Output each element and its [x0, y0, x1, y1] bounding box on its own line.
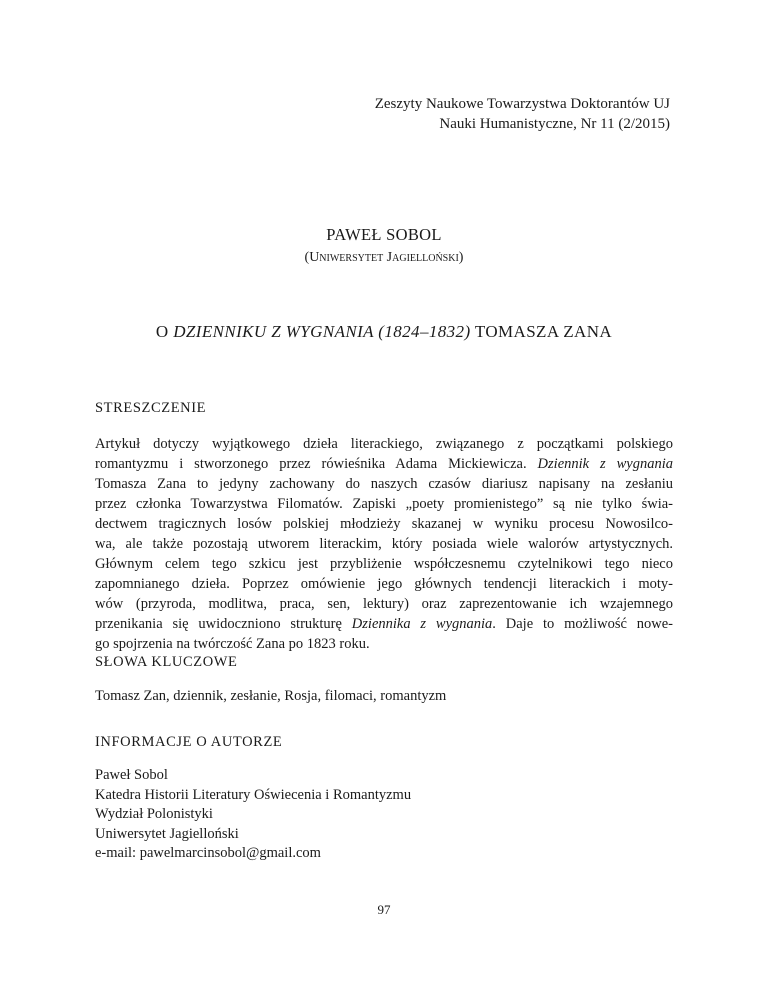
journal-title: Zeszyty Naukowe Towarzystwa Doktorantów UJ: [374, 96, 670, 112]
journal-issue: Nauki Humanistyczne, Nr 11 (2/2015): [439, 116, 670, 132]
abstract-text: romantyzmu i stworzonego przez rówieśnika Adama Mickiewicza.: [95, 456, 538, 472]
author-info: [95, 766, 411, 864]
author-info-department: Katedra Historii Literatury Oświecenia i Romantyzmu: [95, 786, 412, 803]
abstract-italic: Dziennik z wygnania: [537, 456, 673, 472]
author-info-email: e-mail: pawelmarcinsobol@gmail.com: [95, 845, 321, 861]
author-name: PAWEŁ SOBOL: [326, 225, 442, 244]
abstract-text: . Daje to możliwość nowe-: [492, 616, 673, 632]
article-title: [0, 320, 768, 344]
abstract-line: go spojrzenia na twórczość Zana po 1823 roku.: [95, 636, 370, 652]
abstract-line: dectwem tragicznych losów polskiej młodzieży skazanej w wyniku procesu Nowosilco-: [95, 516, 673, 532]
author-block: [0, 224, 768, 268]
keywords-heading: SŁOWA KLUCZOWE: [95, 654, 238, 670]
abstract-line: przez członka Towarzystwa Filomatów. Zapiski „poety promienistego” są nie tylko świa-: [95, 496, 673, 512]
abstract-line: [95, 614, 673, 634]
abstract-line: Artykuł dotyczy wyjątkowego dzieła literackiego, związanego z początkami polskiego: [95, 436, 673, 452]
keywords-text: Tomasz Zan, dziennik, zesłanie, Rosja, filomaci, romantyzm: [95, 688, 447, 704]
abstract-line: Głównym celem tego szkicu jest przybliżenie współczesnemu czytelnikowi tego nieco: [95, 556, 673, 572]
author-info-heading: INFORMACJE O AUTORZE: [95, 734, 283, 750]
abstract-line: Tomasza Zana to jedyny zachowany do naszych czasów diariusz napisany na zesłaniu: [95, 476, 673, 492]
title-suffix: TOMASZA ZANA: [470, 322, 613, 341]
abstract-italic: Dziennika z wygnania: [351, 616, 493, 632]
abstract-text: przenikania się uwidoczniono strukturę: [95, 616, 352, 632]
author-affiliation: (Uniwersytet Jagielloński): [304, 250, 464, 265]
title-prefix: O: [155, 322, 174, 341]
abstract-heading: STRESZCZENIE: [95, 400, 207, 416]
abstract-line: wów (przyroda, modlitwa, praca, sen, lektury) oraz zaprezentowanie ich wzajemnego: [95, 596, 673, 612]
abstract-line: zapomnianego dzieła. Poprzez omówienie jego głównych tendencji literackich i moty-: [95, 576, 673, 592]
title-italic: DZIENNIKU Z WYGNANIA (1824–1832): [173, 322, 471, 341]
page-number: 97: [377, 902, 391, 917]
abstract-line: wa, ale także pozostają utworem literackim, który posiada wiele walorów artystycznych.: [95, 536, 673, 552]
journal-header: [375, 94, 670, 134]
author-info-name: Paweł Sobol: [95, 767, 168, 783]
author-info-university: Uniwersytet Jagielloński: [95, 825, 239, 842]
abstract-body: [95, 434, 673, 654]
author-info-faculty: Wydział Polonistyki: [95, 806, 213, 822]
abstract-line: [95, 454, 673, 474]
